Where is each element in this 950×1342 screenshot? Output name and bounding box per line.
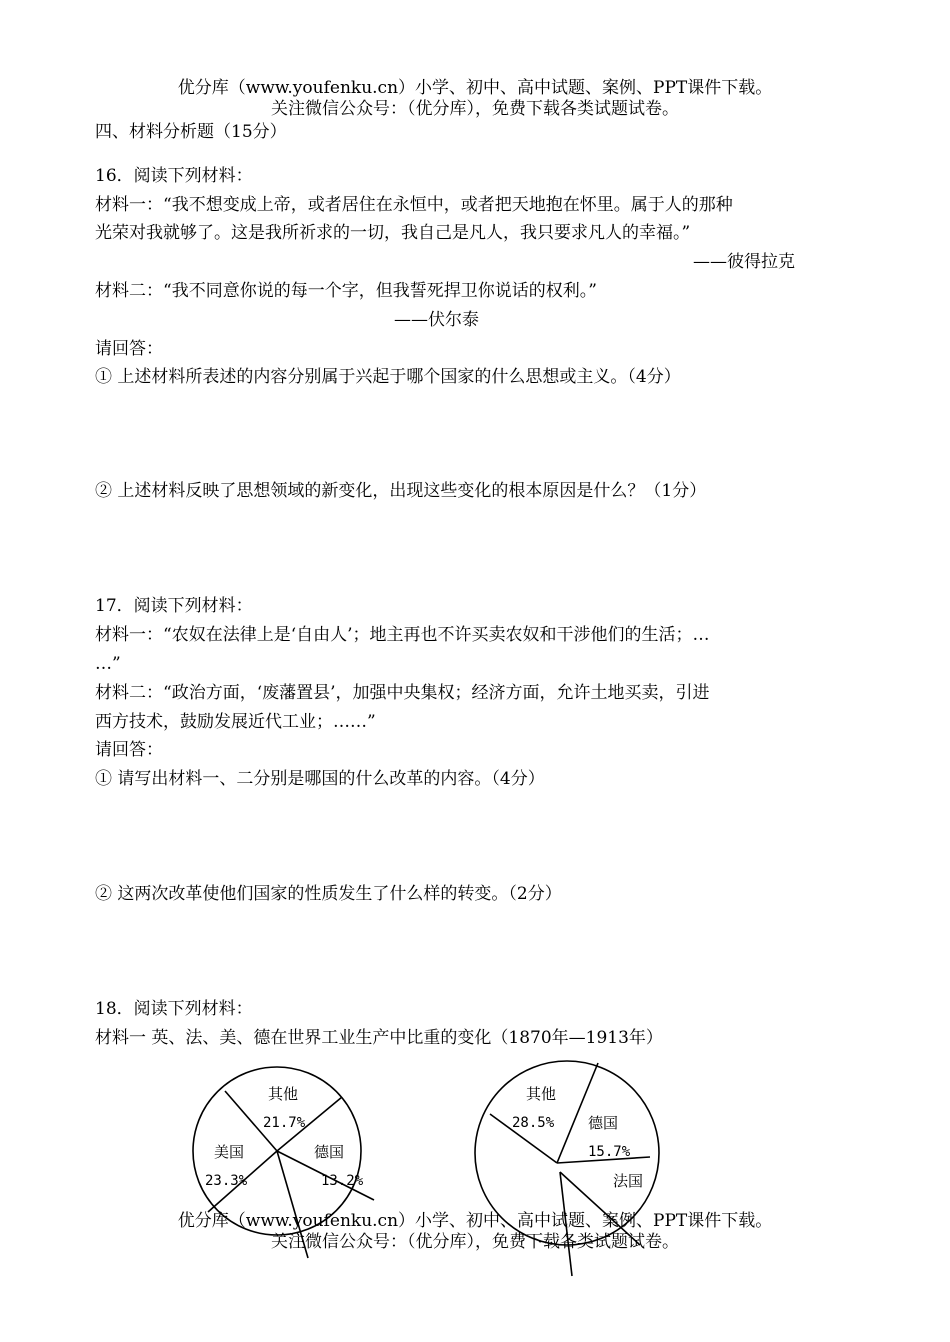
q18-material1: 材料一 英、法、美、德在世界工业生产中比重的变化（1870年—1913年） [95,1028,663,1048]
q17-material2-line1: 材料二：“政治方面，‘废藩置县’，加强中央集权；经济方面，允许土地买卖，引进 [95,683,710,703]
pie1-usa-value: 23.3% [205,1173,248,1189]
q16-material2-attribution: ——伏尔泰 [394,310,479,330]
pie1-other-label: 其他 [268,1085,299,1103]
header-line-1: 优分库（www.youfenku.cn）小学、初中、高中试题、案例、PPT课件下载。 [177,78,773,98]
pie2-other-label: 其他 [526,1085,557,1103]
pie1-usa-label: 美国 [214,1143,245,1161]
q17-intro: 17．阅读下列材料： [95,596,253,616]
header-line-2: 关注微信公众号：（优分库），免费下载各类试题试卷。 [271,99,679,119]
footer-line-1: 优分库（www.youfenku.cn）小学、初中、高中试题、案例、PPT课件下载。 [177,1211,773,1231]
footer-line-2: 关注微信公众号：（优分库），免费下载各类试题试卷。 [271,1232,679,1252]
q16-material1-line2: 光荣对我就够了。这是我所祈求的一切，我自己是凡人，我只要求凡人的幸福。” [95,223,691,243]
section-title: 四、材料分析题（15分） [95,122,287,142]
q17-subquestion-2: ② 这两次改革使他们国家的性质发生了什么样的转变。（2分） [95,884,562,904]
pie1-other-value: 21.7% [263,1115,306,1131]
pie2-germany-value: 15.7% [588,1144,631,1160]
pie2-france-label: 法国 [613,1172,644,1190]
q17-material1-line1: 材料一：“农奴在法律上是‘自由人’；地主再也不许买卖农奴和干涉他们的生活；… [95,625,710,645]
q18-intro: 18．阅读下列材料： [95,999,253,1019]
q16-material2: 材料二：“我不同意你说的每一个字，但我誓死捍卫你说话的权利。” [95,281,597,301]
q16-intro: 16．阅读下列材料： [95,166,253,186]
q16-material1-line1: 材料一：“我不想变成上帝，或者居住在永恒中，或者把天地抱在怀里。属于人的那种 [95,195,733,215]
pie1-germany-label: 德国 [314,1143,345,1161]
pie2-other-value: 28.5% [512,1115,555,1131]
q16-material1-attribution: ——彼得拉克 [693,252,795,272]
q17-ask: 请回答： [95,740,163,760]
q16-subquestion-1: ① 上述材料所表述的内容分别属于兴起于哪个国家的什么思想或主义。（4分） [95,367,681,387]
q16-subquestion-2: ② 上述材料反映了思想领域的新变化，出现这些变化的根本原因是什么？（1分） [95,481,707,501]
q17-material1-line2: …” [95,654,121,674]
q16-ask: 请回答： [95,339,163,359]
pie1-germany-value: 13.2% [321,1173,364,1189]
q17-subquestion-1: ① 请写出材料一、二分别是哪国的什么改革的内容。（4分） [95,769,545,789]
q17-material2-line2: 西方技术，鼓励发展近代工业；……” [95,712,376,732]
pie2-germany-label: 德国 [588,1114,619,1132]
